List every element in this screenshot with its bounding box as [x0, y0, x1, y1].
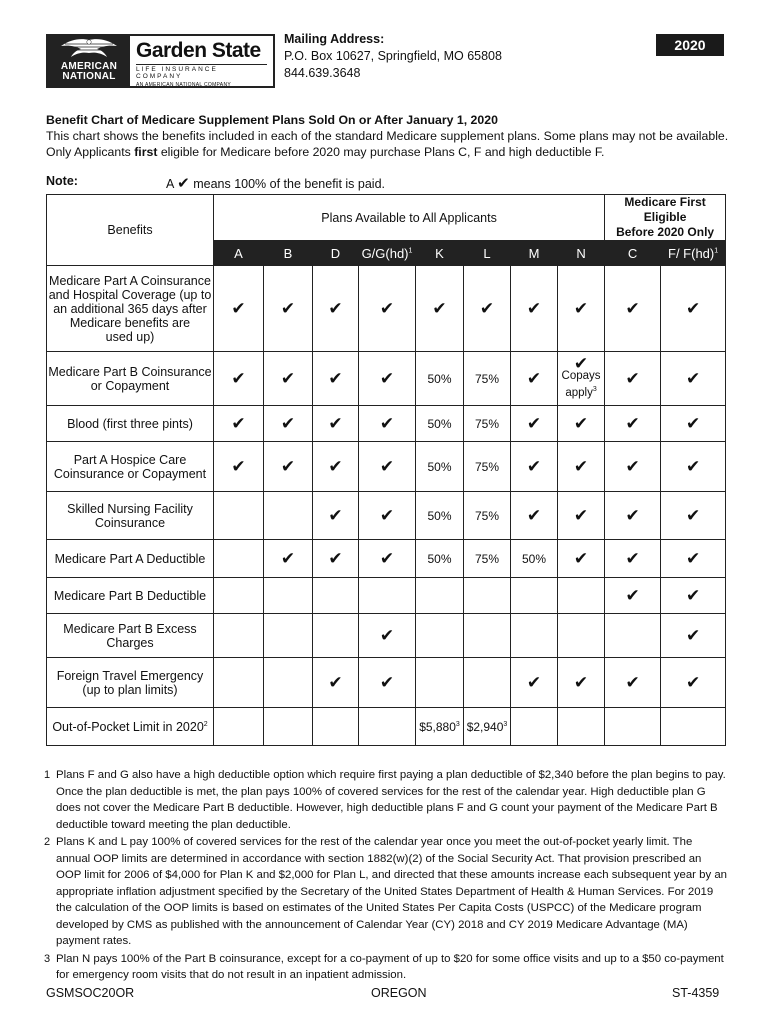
- empty-cell: [313, 614, 359, 658]
- year-badge: 2020: [656, 34, 724, 56]
- empty-cell: [511, 614, 558, 658]
- checkmark-icon: ✔: [432, 298, 447, 318]
- check-cell: [661, 540, 726, 578]
- checkmark-icon: ✔: [328, 548, 343, 568]
- checkmark-icon: ✔: [328, 413, 343, 433]
- checkmark-icon: ✔: [625, 548, 640, 568]
- benefit-line: Medicare Part A Coinsurance: [49, 273, 211, 288]
- check-cell: [605, 658, 661, 708]
- cell-value: 50%: [427, 416, 452, 431]
- check-cell: [661, 492, 726, 540]
- plan-header: N: [558, 241, 605, 266]
- plan-header: B: [264, 241, 313, 266]
- check-cell: [661, 266, 726, 352]
- checkmark-icon: ✔: [573, 505, 589, 525]
- check-cell: [661, 658, 726, 708]
- benefit-line: Medicare Part A Deductible: [54, 551, 206, 566]
- check-cell: [605, 578, 661, 614]
- empty-cell: [359, 578, 416, 614]
- benefit-line: Medicare Part B Coinsurance: [48, 364, 212, 379]
- intro-line-2-pre: Only Applicants: [46, 145, 135, 159]
- empty-cell: [313, 578, 359, 614]
- plan-header: K: [416, 241, 464, 266]
- check-cell: [605, 540, 661, 578]
- table-row: [47, 708, 726, 746]
- checkmark-icon: ✔: [328, 298, 343, 318]
- checkmark-icon: ✔: [379, 298, 395, 318]
- footnote-number: 2: [44, 836, 51, 848]
- value-cell: [416, 442, 464, 492]
- check-cell: [661, 578, 726, 614]
- empty-cell: [359, 708, 416, 746]
- cell-value: 75%: [474, 459, 500, 474]
- cell-value: 50%: [427, 551, 452, 566]
- benefit-line: Charges: [106, 635, 154, 650]
- table-row: [47, 614, 726, 658]
- value-cell: [464, 352, 511, 406]
- table-row: [47, 406, 726, 442]
- value-cell: [464, 540, 511, 578]
- check-cell: [416, 266, 464, 352]
- check-cell: [313, 540, 359, 578]
- plan-header: M: [511, 241, 558, 266]
- garden-state-name: Garden State: [136, 39, 261, 62]
- check-cell: [359, 266, 416, 352]
- checkmark-icon: ✔: [379, 456, 395, 476]
- empty-cell: [661, 708, 726, 746]
- benefit-label: [47, 578, 214, 614]
- benefit-line: [47, 718, 213, 734]
- checkmark-icon: ✔: [685, 298, 701, 318]
- intro-line-2-post: eligible for Medicare before 2020 may purchase Plans C, F and high deductible F.: [157, 145, 605, 159]
- checkmark-icon: ✔: [177, 175, 190, 192]
- checkmark-icon: ✔: [526, 298, 542, 318]
- check-cell: [558, 406, 605, 442]
- check-cell: [558, 266, 605, 352]
- benefit-label: [47, 540, 214, 578]
- value-cell: [464, 708, 511, 746]
- logo-text-national: NATIONAL: [62, 71, 116, 82]
- plan-header: C: [605, 241, 661, 266]
- benefit-line: Medicare Part B Deductible: [53, 588, 207, 603]
- value-cell: [511, 540, 558, 578]
- benefit-line: Foreign Travel Emergency: [56, 668, 204, 683]
- footnote-text: Plans K and L pay 100% of covered services for the rest of the calendar year once you meet the out-of-pocket yearly limit. The annual OOP limits are determined in accordance with section 1882(w)(2) of the Social Security Act. That provision prescribed an OOP limit for 2006 of $4,000 for Plan K and $2,000 for Plan L, and directed that these amounts increase each subsequent year by an appropriate inflation adjustment specified by the Secretary of the United States Department of Health & Human Services. For 2019 the calculation of the OOP limits is based on estimates of the United States Per Capita Costs (USPCC) of the Medicare program developed by CMS as published with the announcement of Calendar Year (CY) 2018 and CY 2019 Medicare Advantage (MA) payment rates.: [56, 836, 727, 947]
- cell-value: 75%: [474, 416, 500, 431]
- checkmark-icon: ✔: [379, 672, 395, 692]
- checkmark-icon: ✔: [573, 298, 589, 318]
- table-row: [47, 442, 726, 492]
- footnote-number: 3: [44, 952, 51, 965]
- eagle-icon: [59, 36, 119, 60]
- footnote-ref: 3: [503, 720, 508, 728]
- check-cell: [313, 352, 359, 406]
- cell-value: 75%: [474, 371, 500, 386]
- mailing-phone: 844.639.3648: [284, 66, 361, 80]
- check-cell: [511, 406, 558, 442]
- empty-cell: [416, 614, 464, 658]
- check-cell: [313, 658, 359, 708]
- benefit-line: Medicare Part B Excess: [63, 621, 197, 636]
- checkmark-icon: ✔: [328, 672, 343, 692]
- checkmark-icon: ✔: [379, 548, 395, 568]
- checkmark-icon: ✔: [625, 298, 640, 318]
- plan-header: [661, 241, 726, 266]
- benefit-chart-table: [46, 194, 726, 746]
- value-cell: [416, 708, 464, 746]
- footnote-number: 1: [44, 769, 51, 781]
- empty-cell: [214, 578, 264, 614]
- intro: [46, 112, 736, 160]
- checkmark-icon: ✔: [280, 456, 296, 476]
- checkmark-icon: ✔: [328, 368, 343, 388]
- table-row: [47, 352, 726, 406]
- table-row: [47, 658, 726, 708]
- checkmark-icon: ✔: [280, 298, 296, 318]
- checkmark-icon: ✔: [526, 456, 542, 476]
- checkmark-icon: ✔: [685, 505, 701, 525]
- checkmark-icon: ✔: [685, 413, 701, 433]
- intro-line-2-bold: first: [134, 145, 158, 159]
- check-cell: [511, 442, 558, 492]
- state-label: OREGON: [371, 986, 427, 1000]
- checkmark-icon: ✔: [231, 413, 246, 433]
- check-cell: [558, 540, 605, 578]
- footnote-ref: 1: [714, 247, 719, 255]
- plan-label: F/ F(hd): [668, 245, 715, 261]
- check-cell: [264, 406, 313, 442]
- check-cell: [264, 352, 313, 406]
- checkmark-icon: ✔: [685, 585, 701, 605]
- value-cell: [416, 406, 464, 442]
- benefit-line: Skilled Nursing Facility: [67, 501, 193, 516]
- benefit-label: [47, 266, 214, 352]
- value-cell: [416, 540, 464, 578]
- checkmark-icon: ✔: [526, 505, 542, 525]
- cell-value: 50%: [427, 459, 452, 474]
- first-eligible-line-2: Before 2020 Only: [616, 225, 715, 239]
- empty-cell: [214, 658, 264, 708]
- benefit-line: Blood (first three pints): [67, 416, 193, 431]
- empty-cell: [264, 492, 313, 540]
- benefit-line: (up to plan limits): [82, 682, 178, 697]
- footnote-ref: 3: [455, 720, 460, 728]
- checkmark-icon: ✔: [379, 368, 395, 388]
- check-cell: [214, 352, 264, 406]
- benefit-label: [47, 352, 214, 406]
- check-cell: [661, 406, 726, 442]
- checkmark-icon: ✔: [685, 672, 701, 692]
- benefit-line: Coinsurance or Copayment: [53, 466, 207, 481]
- checkmark-icon: ✔: [625, 505, 640, 525]
- cell-value: 50%: [521, 551, 547, 566]
- value-cell: [416, 492, 464, 540]
- check-cell: [359, 406, 416, 442]
- check-cell: [605, 352, 661, 406]
- footnotes: [44, 767, 728, 985]
- benefit-label: [47, 614, 214, 658]
- check-cell: [605, 266, 661, 352]
- check-cell: [511, 492, 558, 540]
- empty-cell: [214, 540, 264, 578]
- check-cell: [558, 442, 605, 492]
- empty-cell: [558, 578, 605, 614]
- checkmark-icon: ✔: [625, 456, 640, 476]
- benefit-label: [47, 406, 214, 442]
- checkmark-icon: ✔: [379, 413, 395, 433]
- benefits-header: Benefits: [47, 195, 214, 266]
- empty-cell: [264, 708, 313, 746]
- check-cell: [359, 540, 416, 578]
- checkmark-icon: ✔: [625, 413, 640, 433]
- benefit-label: [47, 442, 214, 492]
- checkmark-icon: ✔: [280, 368, 296, 388]
- first-eligible-header: [605, 195, 726, 241]
- logo-text-american: AMERICAN: [60, 61, 118, 72]
- empty-cell: [464, 614, 511, 658]
- table-row: [47, 540, 726, 578]
- table-row: [47, 492, 726, 540]
- benefit-line: or Copayment: [90, 378, 170, 393]
- cell-value: $5,880: [419, 719, 456, 734]
- intro-line-2: [46, 144, 736, 160]
- check-cell: [313, 406, 359, 442]
- empty-cell: [558, 708, 605, 746]
- empty-cell: [605, 614, 661, 658]
- chart-heading: Benefit Chart of Medicare Supplement Plans Sold On or After January 1, 2020: [46, 113, 498, 127]
- copays-apply-cell: [558, 352, 605, 406]
- checkmark-icon: ✔: [685, 625, 701, 645]
- check-cell: [511, 266, 558, 352]
- empty-cell: [214, 614, 264, 658]
- benefit-line: and Hospital Coverage (up to: [48, 287, 212, 302]
- garden-state-subtitle: LIFE INSURANCE COMPANY: [136, 64, 267, 80]
- check-cell: [359, 492, 416, 540]
- footnote: [44, 767, 728, 833]
- checkmark-icon: ✔: [379, 625, 395, 645]
- check-cell: [359, 658, 416, 708]
- value-cell: [464, 406, 511, 442]
- check-cell: [661, 614, 726, 658]
- checkmark-icon: ✔: [573, 548, 589, 568]
- plan-header: A: [214, 241, 264, 266]
- footnote-text: Plans F and G also have a high deductible option which require first paying a plan deductible of $2,340 before the plan begins to pay. Once the plan deductible is met, the plan pays 100% of covered services for the rest of the calendar year. High deductible plan G does not cover the Medicare Part B deductible. However, high deductible plans F and G count your payment of the Medicare Part B deductible toward meeting the plan deductible.: [56, 769, 726, 831]
- check-cell: [214, 442, 264, 492]
- benefit-line: Medicare benefits are: [69, 315, 191, 330]
- check-cell: [264, 442, 313, 492]
- empty-cell: [264, 578, 313, 614]
- table-row: [47, 266, 726, 352]
- checkmark-icon: ✔: [231, 368, 246, 388]
- mailing-address: [284, 31, 502, 82]
- check-cell: [605, 442, 661, 492]
- checkmark-icon: ✔: [573, 354, 589, 374]
- check-cell: [558, 658, 605, 708]
- cell-value: 50%: [427, 371, 452, 386]
- benefit-line: an additional 365 days after: [53, 301, 207, 316]
- footnote: [44, 951, 728, 984]
- check-cell: [511, 658, 558, 708]
- intro-line-1: This chart shows the benefits included in each of the standard Medicare supplement plans. Some plans may not be available.: [46, 129, 729, 143]
- check-cell: [313, 266, 359, 352]
- value-cell: [464, 492, 511, 540]
- checkmark-icon: ✔: [280, 413, 296, 433]
- checkmark-icon: ✔: [526, 413, 542, 433]
- footnote-ref: 1: [408, 247, 413, 255]
- plan-header: [359, 241, 416, 266]
- empty-cell: [511, 578, 558, 614]
- checkmark-icon: ✔: [231, 298, 246, 318]
- checkmark-icon: ✔: [685, 368, 701, 388]
- check-cell: [264, 266, 313, 352]
- check-cell: [264, 540, 313, 578]
- american-national-logo: [48, 36, 130, 86]
- benefit-label: [47, 492, 214, 540]
- note-text: [166, 174, 385, 192]
- check-cell: [214, 406, 264, 442]
- cell-value: 50%: [427, 508, 452, 523]
- empty-cell: [511, 708, 558, 746]
- check-cell: [464, 266, 511, 352]
- check-cell: [558, 492, 605, 540]
- checkmark-icon: ✔: [625, 672, 640, 692]
- empty-cell: [605, 708, 661, 746]
- empty-cell: [264, 614, 313, 658]
- benefit-label: [47, 658, 214, 708]
- copays-text: Copays: [561, 370, 601, 383]
- footnote-ref: 3: [592, 386, 597, 394]
- empty-cell: [416, 658, 464, 708]
- empty-cell: [214, 708, 264, 746]
- checkmark-icon: ✔: [625, 585, 640, 605]
- check-cell: [313, 442, 359, 492]
- garden-state-subtitle-2: AN AMERICAN NATIONAL COMPANY: [136, 82, 231, 88]
- plan-header: D: [313, 241, 359, 266]
- checkmark-icon: ✔: [685, 456, 701, 476]
- benefit-label: [47, 708, 214, 746]
- cell-value: 75%: [474, 551, 500, 566]
- checkmark-icon: ✔: [573, 672, 589, 692]
- empty-cell: [313, 708, 359, 746]
- benefit-line: Coinsurance: [94, 515, 166, 530]
- empty-cell: [464, 578, 511, 614]
- check-cell: [511, 352, 558, 406]
- apply-text: apply: [565, 386, 593, 399]
- cell-value: $2,940: [466, 719, 504, 734]
- value-cell: [464, 442, 511, 492]
- checkmark-icon: ✔: [280, 548, 296, 568]
- mailing-line-1: P.O. Box 10627, Springfield, MO 65808: [284, 49, 502, 63]
- empty-cell: [558, 614, 605, 658]
- benefit-line: Part A Hospice Care: [73, 452, 187, 467]
- checkmark-icon: ✔: [328, 456, 343, 476]
- empty-cell: [264, 658, 313, 708]
- checkmark-icon: ✔: [685, 548, 701, 568]
- plan-label: G/G(hd): [361, 245, 409, 261]
- checkmark-icon: ✔: [573, 456, 589, 476]
- check-cell: [313, 492, 359, 540]
- check-cell: [605, 406, 661, 442]
- table-row: [47, 578, 726, 614]
- plan-header: L: [464, 241, 511, 266]
- benefit-text: Out-of-Pocket Limit in 2020: [52, 720, 204, 735]
- checkmark-icon: ✔: [625, 368, 640, 388]
- plans-header: Plans Available to All Applicants: [214, 195, 605, 241]
- checkmark-icon: ✔: [573, 413, 589, 433]
- empty-cell: [416, 578, 464, 614]
- empty-cell: [464, 658, 511, 708]
- checkmark-icon: ✔: [328, 505, 343, 525]
- check-cell: [359, 442, 416, 492]
- note-label: Note:: [46, 174, 78, 188]
- note-post: means 100% of the benefit is paid.: [193, 177, 385, 191]
- checkmark-icon: ✔: [526, 672, 542, 692]
- company-logo: [46, 34, 275, 88]
- check-cell: [214, 266, 264, 352]
- note-pre: A: [166, 177, 174, 191]
- footnote-ref: 2: [203, 721, 208, 729]
- first-eligible-line-1: Medicare First Eligible: [624, 195, 706, 224]
- benefit-line: used up): [105, 329, 155, 344]
- check-cell: [359, 614, 416, 658]
- footnote-text: Plan N pays 100% of the Part B coinsurance, except for a co-payment of up to $20 for some office visits and up to a $50 co-payment for emergency room visits that do not result in an inpatient admission.: [56, 952, 724, 981]
- checkmark-icon: ✔: [479, 298, 495, 318]
- value-cell: [416, 352, 464, 406]
- check-cell: [605, 492, 661, 540]
- check-cell: [359, 352, 416, 406]
- check-cell: [661, 352, 726, 406]
- check-cell: [661, 442, 726, 492]
- checkmark-icon: ✔: [379, 505, 395, 525]
- form-code: GSMSOC20OR: [46, 986, 135, 1000]
- form-number: ST-4359: [672, 986, 720, 1000]
- copays-apply-text: [558, 383, 604, 400]
- empty-cell: [214, 492, 264, 540]
- cell-value: 75%: [474, 508, 500, 523]
- footnote: [44, 834, 728, 950]
- checkmark-icon: ✔: [231, 456, 246, 476]
- checkmark-icon: ✔: [526, 368, 542, 388]
- mailing-heading: Mailing Address:: [284, 32, 385, 46]
